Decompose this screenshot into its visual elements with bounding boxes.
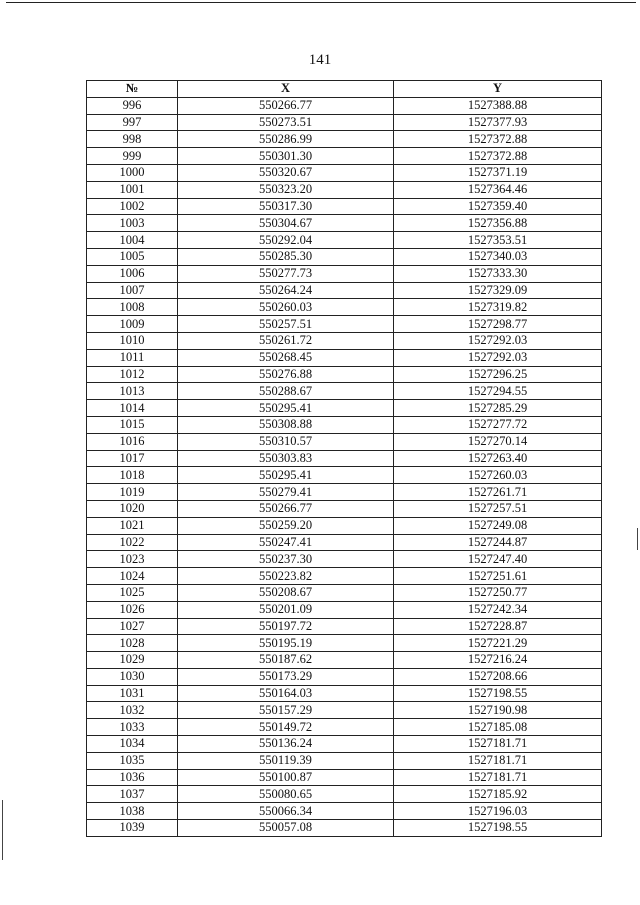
cell-number: 1023 (87, 551, 178, 568)
cell-number: 1020 (87, 500, 178, 517)
cell-y: 1527251.61 (394, 568, 602, 585)
table-row (87, 736, 602, 753)
cell-x: 550268.45 (178, 349, 394, 366)
cell-y: 1527270.14 (394, 433, 602, 450)
table-row (87, 332, 602, 349)
cell-y: 1527298.77 (394, 316, 602, 333)
table-row (87, 820, 602, 837)
cell-number: 1012 (87, 366, 178, 383)
table-row (87, 668, 602, 685)
cell-number: 1019 (87, 484, 178, 501)
cell-x: 550285.30 (178, 248, 394, 265)
cell-y: 1527260.03 (394, 467, 602, 484)
cell-number: 1034 (87, 736, 178, 753)
table-row (87, 316, 602, 333)
cell-y: 1527353.51 (394, 232, 602, 249)
cell-y: 1527181.71 (394, 736, 602, 753)
cell-x: 550208.67 (178, 584, 394, 601)
cell-x: 550261.72 (178, 332, 394, 349)
cell-y: 1527277.72 (394, 416, 602, 433)
cell-x: 550149.72 (178, 719, 394, 736)
scan-edge-mark-right (637, 528, 638, 550)
cell-y: 1527372.88 (394, 148, 602, 165)
cell-number: 1009 (87, 316, 178, 333)
cell-x: 550279.41 (178, 484, 394, 501)
cell-x: 550066.34 (178, 803, 394, 820)
table-row (87, 114, 602, 131)
cell-x: 550292.04 (178, 232, 394, 249)
cell-x: 550288.67 (178, 383, 394, 400)
cell-number: 1016 (87, 433, 178, 450)
cell-y: 1527208.66 (394, 668, 602, 685)
table-row (87, 400, 602, 417)
header-y: Y (394, 81, 602, 98)
cell-x: 550136.24 (178, 736, 394, 753)
cell-number: 1031 (87, 685, 178, 702)
cell-y: 1527196.03 (394, 803, 602, 820)
cell-x: 550286.99 (178, 131, 394, 148)
cell-x: 550119.39 (178, 752, 394, 769)
cell-number: 1027 (87, 618, 178, 635)
table-row (87, 584, 602, 601)
cell-number: 1011 (87, 349, 178, 366)
cell-y: 1527372.88 (394, 131, 602, 148)
cell-y: 1527340.03 (394, 248, 602, 265)
cell-y: 1527249.08 (394, 517, 602, 534)
cell-y: 1527356.88 (394, 215, 602, 232)
cell-x: 550310.57 (178, 433, 394, 450)
cell-y: 1527285.29 (394, 400, 602, 417)
cell-number: 1022 (87, 534, 178, 551)
table-row (87, 568, 602, 585)
table-row (87, 97, 602, 114)
table-row (87, 383, 602, 400)
cell-x: 550276.88 (178, 366, 394, 383)
cell-number: 996 (87, 97, 178, 114)
page-number: 141 (308, 52, 332, 68)
cell-y: 1527319.82 (394, 299, 602, 316)
cell-y: 1527359.40 (394, 198, 602, 215)
cell-x: 550100.87 (178, 769, 394, 786)
cell-number: 1004 (87, 232, 178, 249)
cell-number: 1010 (87, 332, 178, 349)
cell-y: 1527242.34 (394, 601, 602, 618)
cell-y: 1527250.77 (394, 584, 602, 601)
cell-x: 550195.19 (178, 635, 394, 652)
cell-x: 550237.30 (178, 551, 394, 568)
table-row (87, 198, 602, 215)
cell-number: 1013 (87, 383, 178, 400)
table-row (87, 265, 602, 282)
cell-x: 550308.88 (178, 416, 394, 433)
cell-number: 1024 (87, 568, 178, 585)
cell-number: 1018 (87, 467, 178, 484)
table-row (87, 517, 602, 534)
table-header-row (87, 81, 602, 98)
cell-y: 1527185.08 (394, 719, 602, 736)
cell-number: 1029 (87, 652, 178, 669)
cell-y: 1527190.98 (394, 702, 602, 719)
cell-number: 1000 (87, 164, 178, 181)
table-row (87, 349, 602, 366)
table-row (87, 181, 602, 198)
cell-y: 1527257.51 (394, 500, 602, 517)
table-row (87, 450, 602, 467)
cell-number: 1037 (87, 786, 178, 803)
table-row (87, 786, 602, 803)
cell-number: 1014 (87, 400, 178, 417)
cell-number: 1007 (87, 282, 178, 299)
table-row (87, 500, 602, 517)
cell-x: 550273.51 (178, 114, 394, 131)
cell-number: 1033 (87, 719, 178, 736)
cell-y: 1527244.87 (394, 534, 602, 551)
cell-x: 550080.65 (178, 786, 394, 803)
table-row (87, 551, 602, 568)
cell-y: 1527198.55 (394, 820, 602, 837)
cell-number: 999 (87, 148, 178, 165)
cell-y: 1527292.03 (394, 332, 602, 349)
cell-number: 1008 (87, 299, 178, 316)
cell-y: 1527333.30 (394, 265, 602, 282)
table-row (87, 534, 602, 551)
cell-y: 1527216.24 (394, 652, 602, 669)
table-row (87, 215, 602, 232)
header-x: X (178, 81, 394, 98)
table-row (87, 769, 602, 786)
table-row (87, 467, 602, 484)
cell-y: 1527292.03 (394, 349, 602, 366)
cell-y: 1527364.46 (394, 181, 602, 198)
table-row (87, 752, 602, 769)
cell-number: 1038 (87, 803, 178, 820)
table-row (87, 366, 602, 383)
cell-number: 998 (87, 131, 178, 148)
cell-x: 550201.09 (178, 601, 394, 618)
cell-y: 1527181.71 (394, 752, 602, 769)
table-row (87, 131, 602, 148)
top-border-line (6, 2, 636, 3)
cell-x: 550295.41 (178, 467, 394, 484)
cell-y: 1527261.71 (394, 484, 602, 501)
cell-y: 1527263.40 (394, 450, 602, 467)
header-number: № (87, 81, 178, 98)
table-row (87, 702, 602, 719)
cell-y: 1527371.19 (394, 164, 602, 181)
cell-y: 1527228.87 (394, 618, 602, 635)
table-row (87, 433, 602, 450)
cell-x: 550301.30 (178, 148, 394, 165)
cell-number: 1032 (87, 702, 178, 719)
cell-x: 550295.41 (178, 400, 394, 417)
cell-y: 1527198.55 (394, 685, 602, 702)
cell-x: 550173.29 (178, 668, 394, 685)
cell-x: 550260.03 (178, 299, 394, 316)
cell-y: 1527388.88 (394, 97, 602, 114)
table-row (87, 164, 602, 181)
table-row (87, 635, 602, 652)
cell-y: 1527185.92 (394, 786, 602, 803)
cell-number: 997 (87, 114, 178, 131)
cell-number: 1028 (87, 635, 178, 652)
cell-number: 1015 (87, 416, 178, 433)
table-row (87, 282, 602, 299)
cell-number: 1036 (87, 769, 178, 786)
table-row (87, 652, 602, 669)
cell-x: 550303.83 (178, 450, 394, 467)
cell-number: 1002 (87, 198, 178, 215)
cell-number: 1025 (87, 584, 178, 601)
cell-number: 1039 (87, 820, 178, 837)
table-row (87, 299, 602, 316)
cell-y: 1527221.29 (394, 635, 602, 652)
cell-x: 550266.77 (178, 500, 394, 517)
table-row (87, 719, 602, 736)
cell-number: 1005 (87, 248, 178, 265)
coordinates-table (86, 80, 602, 837)
cell-number: 1030 (87, 668, 178, 685)
cell-number: 1021 (87, 517, 178, 534)
table-row (87, 232, 602, 249)
table-row (87, 416, 602, 433)
cell-x: 550164.03 (178, 685, 394, 702)
cell-x: 550277.73 (178, 265, 394, 282)
cell-y: 1527329.09 (394, 282, 602, 299)
cell-y: 1527181.71 (394, 769, 602, 786)
cell-x: 550223.82 (178, 568, 394, 585)
cell-y: 1527294.55 (394, 383, 602, 400)
table-row (87, 484, 602, 501)
table-body (87, 97, 602, 836)
table-row (87, 685, 602, 702)
cell-x: 550266.77 (178, 97, 394, 114)
cell-x: 550197.72 (178, 618, 394, 635)
cell-x: 550320.67 (178, 164, 394, 181)
scan-edge-mark-left (2, 800, 3, 860)
table-row (87, 248, 602, 265)
cell-number: 1003 (87, 215, 178, 232)
cell-y: 1527377.93 (394, 114, 602, 131)
cell-x: 550247.41 (178, 534, 394, 551)
cell-x: 550157.29 (178, 702, 394, 719)
cell-x: 550317.30 (178, 198, 394, 215)
table-row (87, 148, 602, 165)
table-row (87, 601, 602, 618)
cell-x: 550304.67 (178, 215, 394, 232)
cell-x: 550257.51 (178, 316, 394, 333)
cell-x: 550259.20 (178, 517, 394, 534)
cell-number: 1017 (87, 450, 178, 467)
cell-number: 1035 (87, 752, 178, 769)
cell-y: 1527296.25 (394, 366, 602, 383)
cell-x: 550057.08 (178, 820, 394, 837)
table-row (87, 618, 602, 635)
cell-y: 1527247.40 (394, 551, 602, 568)
cell-x: 550264.24 (178, 282, 394, 299)
cell-x: 550323.20 (178, 181, 394, 198)
cell-x: 550187.62 (178, 652, 394, 669)
cell-number: 1001 (87, 181, 178, 198)
cell-number: 1026 (87, 601, 178, 618)
cell-number: 1006 (87, 265, 178, 282)
table-row (87, 803, 602, 820)
